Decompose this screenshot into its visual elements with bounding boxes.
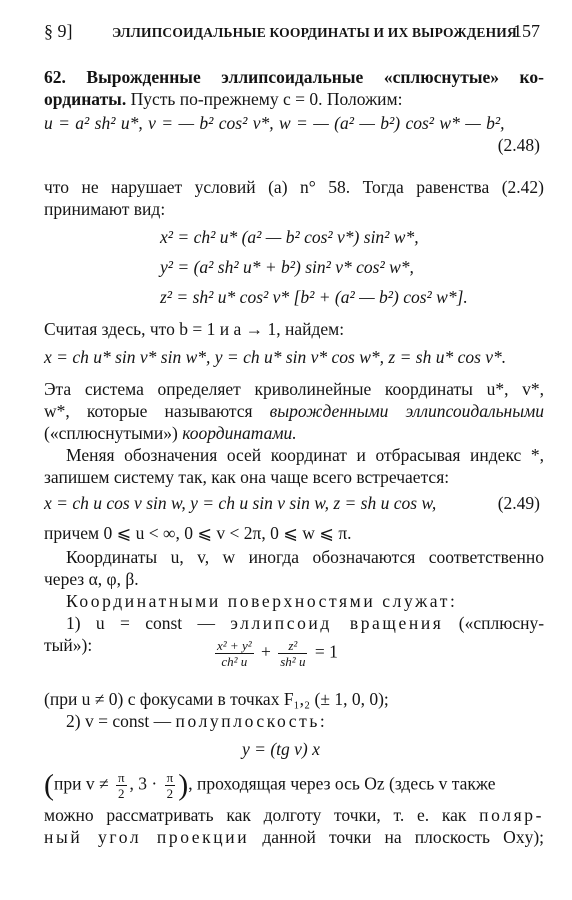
system-equation-x: x² = ch² u* (a² — b² cos² v*) sin² w*,: [160, 227, 419, 247]
text-line: Координаты u, v, w иногда обозначаются соответственно: [66, 547, 544, 567]
limit-formula: x = ch u* sin v* sin w*, y = ch u* sin v* cos w*, z = sh u* cos v*.: [44, 347, 507, 367]
equation-number-2-48: (2.48): [497, 135, 540, 155]
fraction: $\frac{\pi}{2}$: [117, 770, 125, 801]
text-line: w*, которые называются вырожденными эллипсоидальными: [44, 401, 544, 421]
page-number: 157: [513, 21, 540, 41]
system-equation-z: z² = sh² u* cos² v* [b² + (a² — b²) cos² w*].: [160, 287, 468, 307]
text-line: Считая здесь, что b = 1 и a → 1, найдем:: [44, 319, 345, 339]
text-line: что не нарушает условий (а) n° 58. Тогда равенства (2.42): [44, 177, 544, 197]
system-equation-y: y² = (a² sh² u* + b²) sin² v* cos² w*,: [160, 257, 414, 277]
item-1-heading: 1) u = const — эллипсоид вращения («сплюсну-: [66, 613, 545, 633]
text-line: можно рассматривать как долготу точки, т. е. как поляр-: [44, 805, 545, 825]
section-mark: § 9]: [44, 21, 73, 41]
item-2-heading: 2) v = const — полуплоскость:: [66, 711, 328, 731]
text-line: через α, φ, β.: [44, 569, 139, 589]
item-2-condition: (при v ≠ $\frac{\pi}{2}$ , 3 · $\frac{\pi}{2}$ ), проходящая через ось Oz (здесь v также: [44, 768, 496, 802]
equation-2-49: x = ch u cos v sin w, y = ch u sin v sin w, z = sh u cos w,: [44, 493, 437, 513]
text-line: («сплюснутыми») координатами.: [44, 423, 297, 443]
paragraph-62-intro: ординаты. Пусть по-прежнему c = 0. Положим:: [44, 89, 403, 109]
text-line: Меняя обозначения осей координат и отбрасывая индекс *,: [66, 445, 544, 465]
surfaces-heading: Координатными поверхностями служат:: [66, 591, 458, 611]
equation-number-2-49: (2.49): [497, 493, 540, 513]
equation-2-48: u = a² sh² u*, v = — b² cos² v*, w = — (a² — b²) cos² w* — b²,: [44, 113, 505, 133]
coordinate-ranges: причем 0 ⩽ u < ∞, 0 ⩽ v < 2π, 0 ⩽ w ⩽ π.: [44, 523, 352, 543]
text-line: ный угол проекции данной точки на плоскость Oxy);: [44, 827, 545, 847]
text-line: тый»):: [44, 635, 93, 655]
running-header: [44, 20, 540, 44]
ellipsoid-equation: $\frac{\text{x² + y²}}{\text{ch² u}}$ + $\frac{\text{z²}}{\text{sh² u}}$ = 1: [217, 638, 338, 669]
running-title: ЭЛЛИПСОИДАЛЬНЫЕ КООРДИНАТЫ И ИХ ВЫРОЖДЕНИЯ: [112, 25, 517, 40]
fraction: $\frac{\pi}{2}$: [166, 770, 174, 801]
text-line: запишем систему так, как она чаще всего встречается:: [44, 467, 450, 487]
text-line: принимают вид:: [44, 199, 166, 219]
fraction: $\frac{\text{z²}}{\text{sh² u}}$: [280, 638, 306, 669]
half-plane-equation: y = (tg v) x: [242, 739, 320, 759]
foci-text: (при u ≠ 0) с фокусами в точках F₁,₂ (± 1, 0, 0);: [44, 689, 389, 709]
fraction: $\frac{\text{x² + y²}}{\text{ch² u}}$: [217, 638, 252, 669]
paragraph-62-heading: 62. Вырожденные эллипсоидальные «сплюснутые» ко-: [44, 67, 544, 87]
text-line: Эта система определяет криволинейные координаты u*, v*,: [44, 379, 544, 399]
